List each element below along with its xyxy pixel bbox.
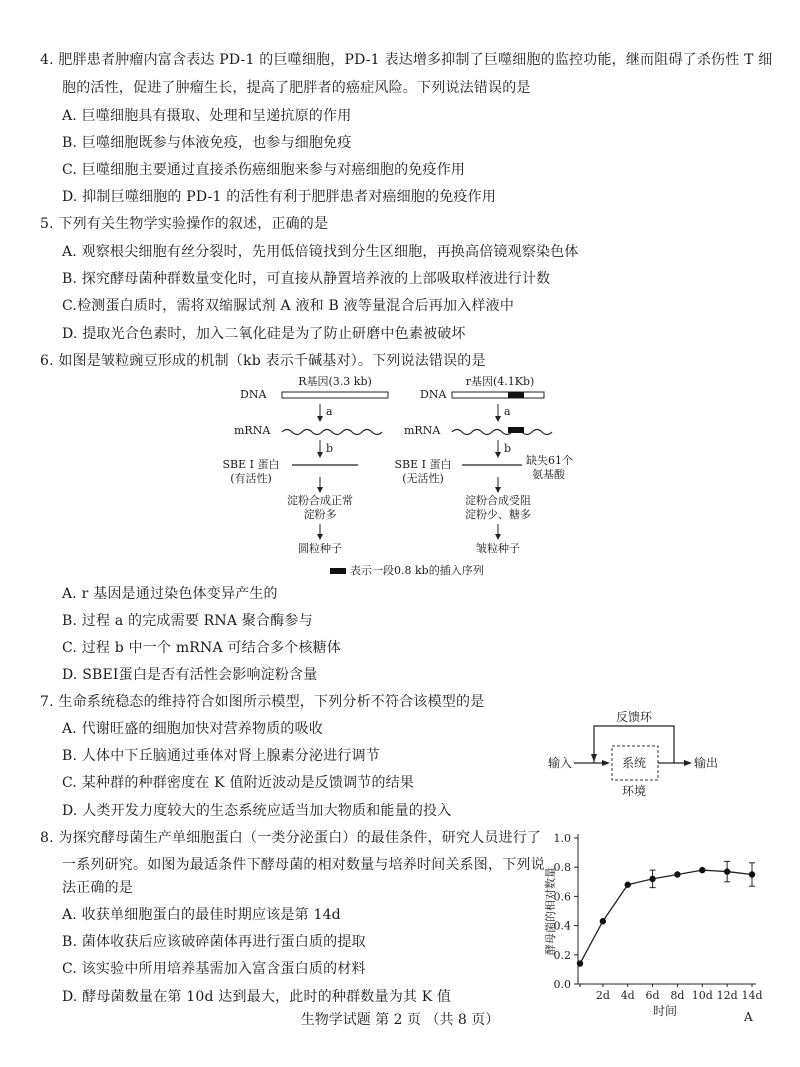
x-axis-label: 时间 <box>652 1004 678 1018</box>
q5-stem: 5. 下列有关生物学实验操作的叙述，正确的是 <box>40 216 329 232</box>
legend-text: 表示一段0.8 kb的插入序列 <box>350 564 484 577</box>
q7-diagram-graphics <box>540 706 770 806</box>
q6-option-b: B. 过程 a 的完成需要 RNA 聚合酶参与 <box>62 613 313 629</box>
right-mrna-wave <box>452 430 552 435</box>
left-dna-bar <box>282 392 388 398</box>
q8-stem-line3: 法正确的是 <box>62 880 133 896</box>
q5-option-c: C.检测蛋白质时，需将双缩脲试剂 A 液和 B 液等量混合后再加入样液中 <box>62 298 515 314</box>
x-tick-label: 2d <box>595 989 610 1002</box>
q7-diagram <box>540 706 770 806</box>
q4-option-b: B. 巨噬细胞既参与体液免疫，也参与细胞免疫 <box>62 135 352 151</box>
y-tick-label: 0.8 <box>553 861 571 875</box>
q6-stem: 6. 如图是皱粒豌豆形成的机制（kb 表示千碱基对）。下列说法错误的是 <box>40 353 486 369</box>
left-result-2: 淀粉多 <box>303 508 337 521</box>
q6-diagram <box>200 372 580 582</box>
missing-aa-line2: 氨基酸 <box>532 468 565 481</box>
dna-insert-block <box>508 392 524 398</box>
legend-insert-block <box>330 568 346 574</box>
q4-option-c: C. 巨噬细胞主要通过直接杀伤癌细胞来参与对癌细胞的免疫作用 <box>62 162 466 178</box>
right-result-2: 淀粉少、糖多 <box>465 508 531 521</box>
left-protein-label: SBE Ⅰ 蛋白 <box>222 458 280 471</box>
left-mrna-wave <box>282 430 382 435</box>
q7-option-c: C. 某种群的种群密度在 K 值附近波动是反馈调节的结果 <box>62 775 415 791</box>
feedback-label: 反馈环 <box>616 710 653 724</box>
q4-stem-line1: 4. 肥胖患者肿瘤内富含表达 PD-1 的巨噬细胞，PD-1 表达增多抑制了巨噬细胞的监控功能，继而阻碍了杀伤性 T 细 <box>40 52 773 68</box>
y-tick-label: 0.2 <box>553 948 571 962</box>
data-point-10d <box>699 867 705 873</box>
growth-line <box>580 870 752 963</box>
q6-option-a: A. r 基因是通过染色体变异产生的 <box>62 586 278 602</box>
missing-aa-line1: 缺失61个 <box>526 454 573 467</box>
output-label: 输出 <box>694 756 719 770</box>
x-tick-label: 4d <box>620 989 635 1002</box>
right-gene-label: r基因(4.1Kb) <box>465 375 535 388</box>
q8-option-c: C. 该实验中所用培养基需加入富含蛋白质的材料 <box>62 961 366 977</box>
left-seed: 圆粒种子 <box>298 542 342 555</box>
data-point-0 <box>577 960 583 966</box>
x-tick-label: 12d <box>716 989 738 1002</box>
left-mrna-label: mRNA <box>234 424 271 437</box>
data-point-14d <box>749 871 755 877</box>
left-result-1: 淀粉合成正常 <box>287 494 353 507</box>
environment-label: 环境 <box>622 784 647 798</box>
x-tick-label: 14d <box>741 989 763 1002</box>
data-point-4d <box>625 882 631 888</box>
y-tick-label: 0.6 <box>553 890 571 904</box>
right-dna-label: DNA <box>420 388 447 401</box>
q8-option-d: D. 酵母菌数量在第 10d 达到最大，此时的种群数量为其 K 值 <box>62 989 452 1005</box>
yeast-growth-chart <box>540 826 770 1026</box>
q7-option-a: A. 代谢旺盛的细胞加快对营养物质的吸收 <box>62 721 324 737</box>
q4-stem-line2: 胞的活性，促进了肿瘤生长，提高了肥胖者的癌症风险。下列说法错误的是 <box>62 80 531 96</box>
q6-option-c: C. 过程 b 中一个 mRNA 可结合多个核糖体 <box>62 640 342 656</box>
y-tick-label: 1.0 <box>553 832 571 845</box>
corner-mark: A <box>744 1010 753 1024</box>
data-point-6d <box>649 876 655 882</box>
y-tick-label: 0.0 <box>553 978 571 991</box>
q6-option-d: D. SBEI蛋白是否有活性会影响淀粉含量 <box>62 667 318 683</box>
right-result-1: 淀粉合成受阻 <box>465 494 531 507</box>
system-label: 系统 <box>622 756 647 770</box>
right-dna-bar <box>452 392 544 398</box>
q5-option-d: D. 提取光合色素时，加入二氧化硅是为了防止研磨中色素被破坏 <box>62 326 466 342</box>
data-point-12d <box>724 868 730 874</box>
right-mrna-label: mRNA <box>404 424 441 437</box>
q8-stem-line2: 一系列研究。如图为最适条件下酵母菌的相对数量与培养时间关系图，下列说 <box>62 857 545 873</box>
y-axis-label: 酵母菌的相对数量 <box>544 867 557 955</box>
q5-option-a: A. 观察根尖细胞有丝分裂时，先用低倍镜找到分生区细胞，再换高倍镜观察染色体 <box>62 244 579 260</box>
left-step-a: a <box>326 405 333 418</box>
x-tick-label: 10d <box>691 989 713 1002</box>
left-step-b: b <box>326 442 334 455</box>
right-step-b: b <box>504 442 512 455</box>
chart-axes <box>543 832 763 1018</box>
q7-option-b: B. 人体中下丘脑通过垂体对肾上腺素分泌进行调节 <box>62 748 380 764</box>
x-tick-label: 8d <box>670 989 685 1002</box>
right-step-a: a <box>504 405 511 418</box>
q5-option-b: B. 探究酵母菌种群数量变化时，可直接从静置培养液的上部吸取样液进行计数 <box>62 271 551 287</box>
right-seed: 皱粒种子 <box>476 542 520 555</box>
left-dna-label: DNA <box>240 388 267 401</box>
right-protein-state: (无活性) <box>402 472 444 485</box>
data-point-2d <box>600 918 606 924</box>
q7-stem: 7. 生命系统稳态的维持符合如图所示模型，下列分析不符合该模型的是 <box>40 694 485 710</box>
left-protein-state: (有活性) <box>230 472 272 485</box>
page-footer: 生物学试题 第 2 页 （共 8 页） <box>300 1012 500 1028</box>
q8-option-b: B. 菌体收获后应该破碎菌体再进行蛋白质的提取 <box>62 934 366 950</box>
input-label: 输入 <box>548 756 573 770</box>
q4-option-d: D. 抑制巨噬细胞的 PD-1 的活性有利于肥胖患者对癌细胞的免疫作用 <box>62 189 497 205</box>
q8-option-a: A. 收获单细胞蛋白的最佳时期应该是第 14d <box>62 907 341 923</box>
chart-marks <box>577 861 755 966</box>
right-protein-label: SBE Ⅰ 蛋白 <box>394 458 452 471</box>
q8-stem-line1: 8. 为探究酵母菌生产单细胞蛋白（一类分泌蛋白）的最佳条件，研究人员进行了 <box>40 830 542 846</box>
q4-option-a: A. 巨噬细胞具有摄取、处理和呈递抗原的作用 <box>62 108 352 124</box>
mrna-insert-block <box>508 427 524 433</box>
left-gene-label: R基因(3.3 kb) <box>298 375 372 388</box>
data-point-8d <box>674 871 680 877</box>
x-tick-label: 6d <box>645 989 660 1002</box>
q7-option-d: D. 人类开发力度较大的生态系统应适当加大物质和能量的投入 <box>62 803 452 819</box>
y-tick-label: 0.4 <box>553 919 571 933</box>
